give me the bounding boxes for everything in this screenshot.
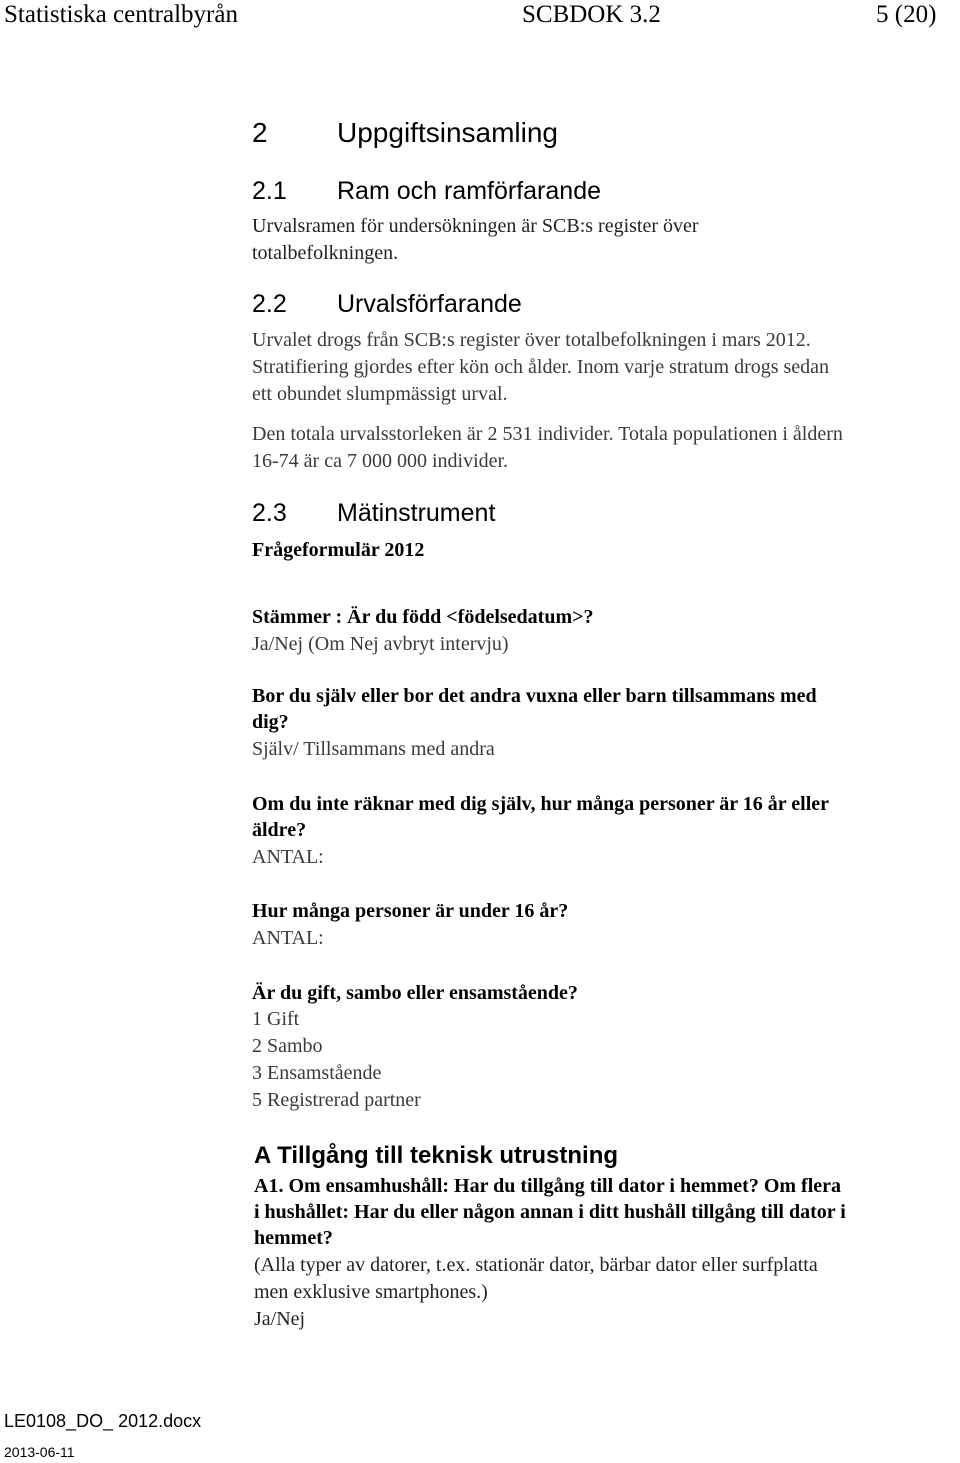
question-text: dig? (252, 711, 289, 733)
answer-options: Ja/Nej (254, 1308, 306, 1330)
footer-filename: LE0108_DO_ 2012.docx (4, 1411, 202, 1431)
question-text: Stämmer : Är du född <födelsedatum>? (252, 606, 594, 628)
section-number: 2.3 (252, 499, 287, 527)
paragraph-line: 16-74 är ca 7 000 000 individer. (252, 450, 509, 472)
paragraph-line: Urvalsramen för undersökningen är SCB:s register över (252, 215, 699, 237)
answer-option: 2 Sambo (252, 1035, 323, 1057)
paragraph-line: Den totala urvalsstorleken är 2 531 individer. Totala populationen i åldern (252, 423, 843, 445)
section-title: Urvalsförfarande (337, 290, 522, 318)
section-heading-2-1 (252, 176, 601, 206)
question-text: Om du inte räknar med dig själv, hur många personer är 16 år eller (252, 793, 830, 815)
question-text: Är du gift, sambo eller ensamstående? (252, 982, 578, 1004)
footer-date: 2013-06-11 (4, 1444, 75, 1460)
section-heading-2 (252, 116, 558, 150)
answer-option: 5 Registrerad partner (252, 1089, 421, 1111)
section-title: Ram och ramförfarande (337, 177, 602, 205)
section-number: 2.2 (252, 290, 287, 318)
answer-options: Själv/ Tillsammans med andra (252, 738, 495, 760)
questionnaire-title: Frågeformulär 2012 (252, 539, 425, 561)
question-text: äldre? (252, 819, 307, 841)
answer-options: ANTAL: (252, 846, 324, 868)
section-heading-2-3 (252, 498, 495, 528)
section-title: Uppgiftsinsamling (337, 117, 558, 148)
answer-options: Ja/Nej (Om Nej avbryt intervju) (252, 633, 509, 655)
section-number: 2.1 (252, 177, 287, 205)
question-text: Bor du själv eller bor det andra vuxna eller barn tillsammans med (252, 685, 817, 707)
answer-option: 3 Ensamstående (252, 1062, 382, 1084)
section-number: 2 (252, 117, 268, 148)
question-text: hemmet? (254, 1227, 333, 1249)
answer-option: 1 Gift (252, 1008, 300, 1030)
paragraph-line: totalbefolkningen. (252, 242, 399, 264)
question-note: men exklusive smartphones.) (254, 1281, 488, 1303)
question-note: (Alla typer av datorer, t.ex. stationär dator, bärbar dator eller surfplatta (254, 1254, 818, 1276)
question-text: Hur många personer är under 16 år? (252, 900, 569, 922)
header-page-number: 5 (20) (876, 1, 937, 28)
paragraph-line: Urvalet drogs från SCB:s register över totalbefolkningen i mars 2012. (252, 329, 811, 351)
question-text: A1. Om ensamhushåll: Har du tillgång till dator i hemmet? Om flera (254, 1175, 842, 1197)
section-title: Mätinstrument (337, 499, 496, 527)
header-organization: Statistiska centralbyrån (4, 1, 238, 28)
question-text: i hushållet: Har du eller någon annan i ditt hushåll tillgång till dator i (254, 1201, 846, 1223)
answer-options: ANTAL: (252, 927, 324, 949)
paragraph-line: Stratifiering gjordes efter kön och ålder. Inom varje stratum drogs sedan (252, 356, 830, 378)
section-heading-a: A Tillgång till teknisk utrustning (254, 1142, 619, 1169)
header-document-id: SCBDOK 3.2 (522, 1, 661, 28)
paragraph-line: ett obundet slumpmässigt urval. (252, 383, 508, 405)
section-heading-2-2 (252, 289, 522, 319)
